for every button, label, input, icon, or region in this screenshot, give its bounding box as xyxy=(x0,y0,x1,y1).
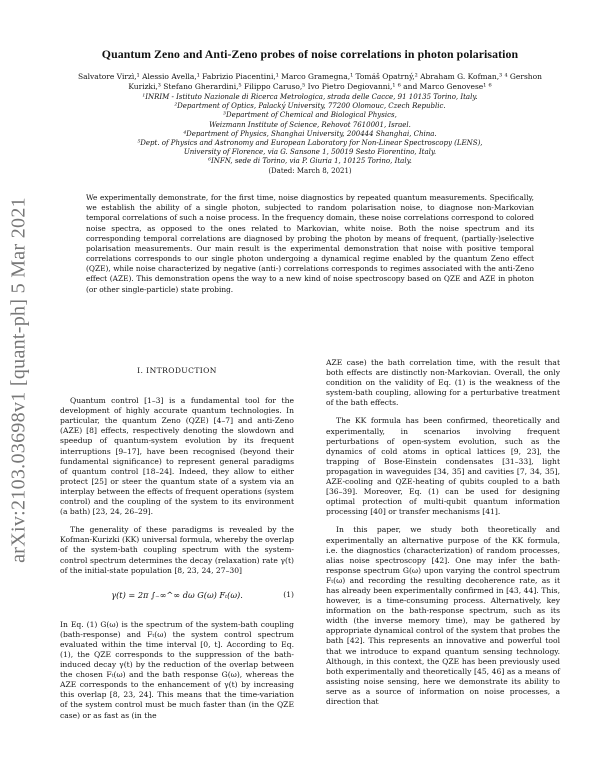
equation-1 xyxy=(60,590,294,606)
affiliation-4: ⁴Department of Physics, Shanghai University, 200444 Shanghai, China. xyxy=(183,129,437,138)
equation-number: (1) xyxy=(283,589,294,599)
section-heading: I. INTRODUCTION xyxy=(137,366,217,375)
affiliations xyxy=(60,93,560,167)
intro-paragraph-3: In Eq. (1) G(ω) is the spectrum of the system-bath coupling (bath-response) and Fₜ(ω) the system control spectrum evaluated within the time interval [0, t]. According to Eq. (1), the QZE corresponds to the suppression of the bath-induced decay γ(t) by the reduction of the overlap between the chosen Fₜ(ω) and the bath response G(ω), whereas the AZE corresponds to the enhancement of γ(t) by increasing this overlap [8, 23, 24]. This means that the time-variation of the system control must be much faster than (in the QZE case) or as fast as (in the xyxy=(60,619,294,720)
author-list: Salvatore Virzì,¹ Alessio Avella,¹ Fabrizio Piacentini,¹ Marco Gramegna,¹ Tomáš Opatrný,² Abraham G. Kofman,³ ⁴ Gershon Kurizki,³ Stefano Gherardini,⁵ Filippo Caruso,⁵ Ivo Pietro Degiovanni,¹ ⁶ and Marco Genovese¹ ⁶ xyxy=(78,72,542,91)
right-paragraph-0: AZE case) the bath correlation time, with the result that both effects are distinctly non-Markovian. Overall, the only condition on the validity of Eq. (1) is the weakness of the system-bath coupling, allowing for a perturbative treatment of the bath effects. xyxy=(326,358,560,408)
arxiv-id-text: arXiv:2103.03698v1 [quant-ph] 5 Mar 2021 xyxy=(7,197,30,563)
affiliation-5-cont: University of Florence, via G. Sansone 1, 50019 Sesto Fiorentino, Italy. xyxy=(183,148,437,157)
paper-title: Quantum Zeno and Anti-Zeno probes of noise correlations in photon polarisation xyxy=(101,47,519,61)
affiliation-5: ⁵Dept. of Physics and Astronomy and European Laboratory for Non-Linear Spectroscopy (LENS), xyxy=(137,139,483,148)
arxiv-identifier xyxy=(2,150,36,610)
date-line: (Dated: March 8, 2021) xyxy=(268,166,352,175)
right-column xyxy=(326,358,560,707)
equation-formula: γ(t) = 2π ∫₋∞^∞ dω G(ω) Fₜ(ω). xyxy=(111,589,243,600)
affiliation-2: ²Department of Optics, Palacký University, 77200 Olomouc, Czech Republic. xyxy=(174,102,446,111)
affiliation-6: ⁶INFN, sede di Torino, via P. Giuria 1, 10125 Torino, Italy. xyxy=(208,157,412,166)
right-paragraph-1: The KK formula has been confirmed, theoretically and experimentally, in scenarios involving frequent perturbations of open-system evolution, such as the dynamics of cold atoms in optical lattices [9, 23], the trapping of Bose-Einstein condensates [31–33], light propagation in waveguides [34, 35] and cavities [7, 34, 35], AZE-cooling and QZE-heating of qubits coupled to a bath [36–39]. Moreover, Eq. (1) can be used for designing optimal protection of multi-qubit quantum information processing [40] or transfer mechanisms [41]. xyxy=(326,416,560,517)
right-paragraph-2: In this paper, we study both theoretically and experimentally an alternative purpose of the KK formula, i.e. the diagnostics (characterization) of random processes, alias noise spectroscopy [42]. One may infer the bath-response spectrum G(ω) upon varying the control spectrum Fₜ(ω) and recording the resulting decoherence rate, as it has already been experimentally confirmed in [43, 44]. This, however, is a time-consuming process. Alternatively, key information on the bath-response spectrum, such as its width (the inverse memory time), may be gathered by appropriate dynamical control of the system that probes the bath [42]. This represents an innovative and powerful tool that we introduce to expand quantum sensing technology. Although, in this context, the QZE has been previously used both experimentally and theoretically [45, 46] as a means of assisting noise sensing, here we demonstrate its ability to serve as a source of information on noise processes, a direction that xyxy=(326,525,560,706)
intro-paragraph-2: The generality of these paradigms is revealed by the Kofman-Kurizki (KK) universal formula, whereby the overlap of the system-bath coupling spectrum with the system-control spectrum determines the decay (relaxation) rate γ(t) of the initial-state population [8, 23, 24, 27–30] xyxy=(60,525,294,575)
paper-page xyxy=(60,0,560,720)
affiliation-1: ¹INRIM - Istituto Nazionale di Ricerca Metrologica, strada delle Cacce, 91 10135 Torino, Italy. xyxy=(142,93,478,101)
intro-paragraph-1: Quantum control [1–3] is a fundamental tool for the development of highly accurate quantum technologies. In particular, the quantum Zeno (QZE) [4–7] and anti-Zeno (AZE) [8] effects, respectively denoting the slowdown and speedup of quantum-system evolution by its frequent interruptions [9–17], have been recognised (beyond their fundamental significance) to represent general paradigms of quantum control [18–24]. Indeed, they allow to either protect [25] or steer the quantum state of a system via an interplay between the effects of frequent operations (system control) and the coupling of the system to its environment (a bath) [23, 24, 26–29]. xyxy=(60,396,294,517)
affiliation-3: ³Department of Chemical and Biological Physics, xyxy=(223,111,397,120)
left-column xyxy=(60,358,294,721)
affiliation-3-cont: Weizmann Institute of Science, Rehovot 7610001, Israel. xyxy=(209,120,411,129)
abstract: We experimentally demonstrate, for the first time, noise diagnostics by repeated quantum measurements. Specifically, we establish the ability of a single photon, subjected to random polarisation noise, to diagnose non-Markovian temporal correlations of such a noise process. In the frequency domain, these noise correlations correspond to colored noise spectra, as opposed to the ones related to Markovian, white noise. Both the noise spectrum and its corresponding temporal correlations are diagnosed by probing the photon by means of frequent, (partially-)selective polarisation measurements. Our main result is the experimental demonstration that noise with positive temporal correlations corresponds to our single photon undergoing a dynamical regime enabled by the quantum Zeno effect (QZE), while noise characterized by negative (anti-) correlations corresponds to regimes associated with the anti-Zeno effect (AZE). This demonstration opens the way to a new kind of noise spectroscopy based on QZE and AZE in photon (or other single-particle) state probing. xyxy=(86,193,534,294)
